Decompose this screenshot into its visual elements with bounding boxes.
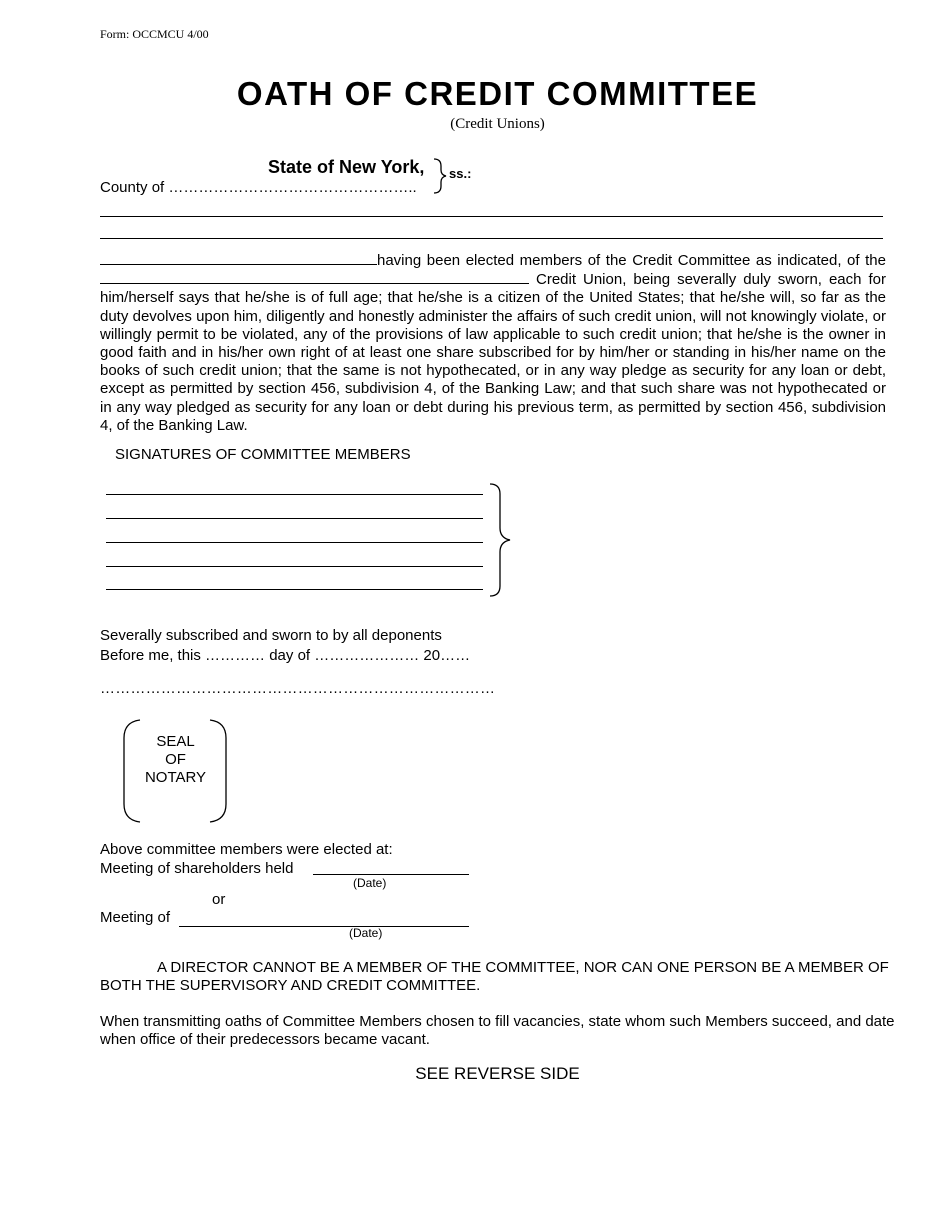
sworn-line-2: Before me, this ………… day of ………………… 20……: [100, 646, 471, 664]
date-label: (Date): [349, 926, 383, 940]
venue-brace-icon: [432, 157, 448, 195]
signature-line[interactable]: [106, 494, 483, 495]
seal-line-1: SEAL: [156, 733, 195, 750]
signatures-heading: SIGNATURES OF COMMITTEE MEMBERS: [115, 446, 411, 463]
venue-ss: ss.:: [449, 166, 472, 181]
signatures-brace-icon: [488, 482, 514, 600]
signature-line[interactable]: [106, 542, 483, 543]
venue-state: State of New York,: [268, 157, 425, 177]
oath-text: [100, 251, 886, 435]
name-entry-line-2[interactable]: [100, 238, 883, 239]
meeting-of-label: Meeting of: [100, 909, 171, 926]
shareholders-meeting-label: Meeting of shareholders held: [100, 860, 294, 877]
signature-line[interactable]: [106, 589, 483, 590]
form-code: Form: OCCMCU 4/00: [100, 27, 209, 41]
name-entry-line-1[interactable]: [100, 216, 883, 217]
sworn-statement: [100, 626, 470, 665]
transmit-notice: When transmitting oaths of Committee Members chosen to fill vacancies, state whom such Members succeed, and date when office of their predecessors became vacant.: [100, 1013, 895, 1048]
see-reverse-side: SEE REVERSE SIDE: [415, 1064, 580, 1083]
director-notice: A DIRECTOR CANNOT BE A MEMBER OF THE COMMITTEE, NOR CAN ONE PERSON BE A MEMBER OF BOTH THE SUPERVISORY AND CREDIT COMMITTEE.: [100, 959, 889, 994]
member-names-blank[interactable]: [100, 251, 377, 265]
notary-seal: [128, 733, 223, 787]
shareholders-meeting-date-line[interactable]: [313, 874, 469, 875]
page-title: OATH OF CREDIT COMMITTEE: [236, 75, 759, 112]
signature-line[interactable]: [106, 566, 483, 567]
credit-union-name-blank[interactable]: [100, 270, 529, 284]
seal-line-3: NOTARY: [144, 769, 207, 786]
oath-the: the: [865, 252, 886, 269]
signature-line[interactable]: [106, 518, 483, 519]
seal-line-2: OF: [165, 751, 186, 768]
election-info: [100, 840, 393, 878]
sworn-line-1: Severally subscribed and sworn to by all deponents: [100, 627, 442, 644]
meeting-of-date-line[interactable]: [179, 926, 469, 927]
venue-county: County of …………………………………………..: [100, 179, 417, 196]
oath-part2: Credit Union, being severally duly sworn, each for him/herself says that he/she is of full age; that he/she is a citizen of the United States; that he/she will, so far as the duty devolves upon him, diligently and honestly administer the affairs of such credit union, will not knowingly violate, or willingly permit to be violated, any of the provisions of law applicable to such credit union; that he/she is the owner in good faith and in his/her own right of at least one share subscribed for by him/her or standing in his/her name on the books of such credit union; that the same is not hypothecated, or in any way pledge as security for any loan or debt, except as permitted by section 456, subdivision 4, of the Banking Law; and that such share was not hypothecated or in any way pledged as security for any loan or debt during his previous term, as permitted by section 456, subdivision 4, of the Banking Law.: [100, 271, 886, 434]
page-subtitle: (Credit Unions): [450, 116, 545, 132]
notary-signature-line[interactable]: ……………………………………………………………………: [100, 680, 496, 697]
election-intro: Above committee members were elected at:: [100, 841, 393, 858]
date-label: (Date): [353, 876, 387, 890]
or-text: or: [212, 891, 226, 908]
oath-part1: having been elected members of the Credit Committee as indicated, of: [377, 252, 860, 269]
